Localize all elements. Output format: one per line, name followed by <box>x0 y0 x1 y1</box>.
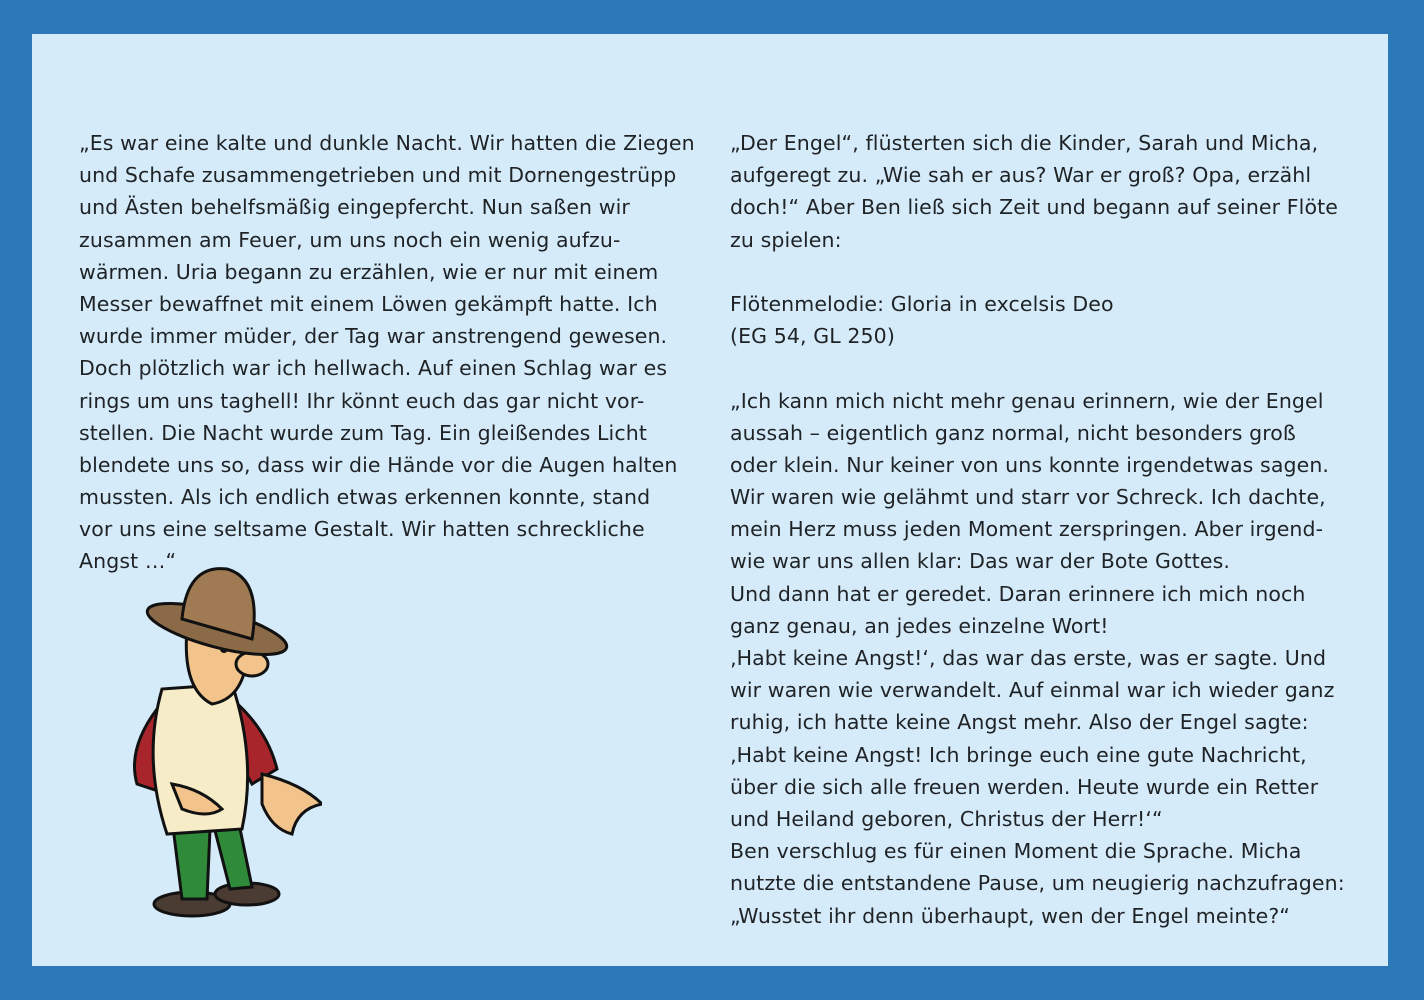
right-text-line <box>730 352 1345 384</box>
right-text-line: wie war uns allen klar: Das war der Bote Gottes. <box>730 549 1231 574</box>
left-text-line: Angst …“ <box>79 549 177 574</box>
right-text-line: aufgeregt zu. „Wie sah er aus? War er groß? Opa, erzähl <box>730 163 1312 188</box>
right-text-line: wir waren wie verwandelt. Auf einmal war ich wieder ganz <box>730 678 1335 703</box>
right-text-line: Ben verschlug es für einen Moment die Sprache. Micha <box>730 839 1302 864</box>
left-text-line: vor uns eine seltsame Gestalt. Wir hatten schreckliche <box>79 517 645 542</box>
shepherd-illustration <box>112 559 322 919</box>
left-text-line: stellen. Die Nacht wurde zum Tag. Ein gleißendes Licht <box>79 420 647 445</box>
right-text-line: ‚Habt keine Angst!‘, das war das erste, was er sagte. Und <box>730 646 1327 670</box>
right-text-line: und Heiland geboren, Christus der Herr!‘“ <box>730 806 1163 831</box>
right-text-line: „Ich kann mich nicht mehr genau erinnern, wie der Engel <box>730 388 1324 413</box>
left-text-line: wurde immer müder, der Tag war anstrengend gewesen. <box>79 324 668 349</box>
right-text-line: „Der Engel“, flüsterten sich die Kinder, Sarah und Micha, <box>730 131 1319 155</box>
right-text-line: über die sich alle freuen werden. Heute wurde ein Retter <box>730 774 1319 799</box>
right-text-line: ganz genau, an jedes einzelne Wort! <box>730 613 1109 638</box>
right-text-line: ruhig, ich hatte keine Angst mehr. Also der Engel sagte: <box>730 710 1309 735</box>
left-text-line: zusammen am Feuer, um uns noch ein wenig aufzu- <box>79 227 621 252</box>
right-text-line: aussah – eigentlich ganz normal, nicht besonders groß <box>730 420 1296 445</box>
right-text-line: oder klein. Nur keiner von uns konnte irgendetwas sagen. <box>730 452 1330 477</box>
right-text-line: Flötenmelodie: Gloria in excelsis Deo <box>730 291 1114 316</box>
left-text-line: rings um uns taghell! Ihr könnt euch das gar nicht vor- <box>79 388 645 413</box>
left-text-line: „Es war eine kalte und dunkle Nacht. Wir hatten die Ziegen <box>79 131 695 155</box>
right-text-line: mein Herz muss jeden Moment zerspringen. Aber irgend- <box>730 517 1324 542</box>
right-text-line: Wir waren wie gelähmt und starr vor Schreck. Ich dachte, <box>730 485 1326 510</box>
right-text-line: ‚Habt keine Angst! Ich bringe euch eine gute Nachricht, <box>730 742 1307 767</box>
right-text-line: doch!“ Aber Ben ließ sich Zeit und begann auf seiner Flöte <box>730 195 1338 220</box>
left-text-line: Doch plötzlich war ich hellwach. Auf einen Schlag war es <box>79 356 668 381</box>
left-text-line: wärmen. Uria begann zu erzählen, wie er nur mit einem <box>79 259 659 284</box>
right-text-line: „Wusstet ihr denn überhaupt, wen der Engel meinte?“ <box>730 903 1291 928</box>
story-page <box>32 34 1388 966</box>
left-text-line: Messer bewaffnet mit einem Löwen gekämpft hatte. Ich <box>79 291 658 316</box>
left-text-column <box>79 127 695 578</box>
right-text-line: (EG 54, GL 250) <box>730 324 895 349</box>
right-text-line: zu spielen: <box>730 227 842 252</box>
right-text-column <box>730 127 1345 932</box>
left-text-line: und Schafe zusammengetrieben und mit Dornengestrüpp <box>79 163 677 188</box>
left-text-line: blendete uns so, dass wir die Hände vor die Augen halten <box>79 452 678 477</box>
right-text-line <box>730 256 1345 288</box>
right-text-line: nutzte die entstandene Pause, um neugierig nachzufragen: <box>730 871 1345 896</box>
right-text-line: Und dann hat er geredet. Daran erinnere ich mich noch <box>730 581 1306 606</box>
left-text-line: und Ästen behelfsmäßig eingepfercht. Nun saßen wir <box>79 195 630 220</box>
left-text-line: mussten. Als ich endlich etwas erkennen konnte, stand <box>79 485 651 510</box>
